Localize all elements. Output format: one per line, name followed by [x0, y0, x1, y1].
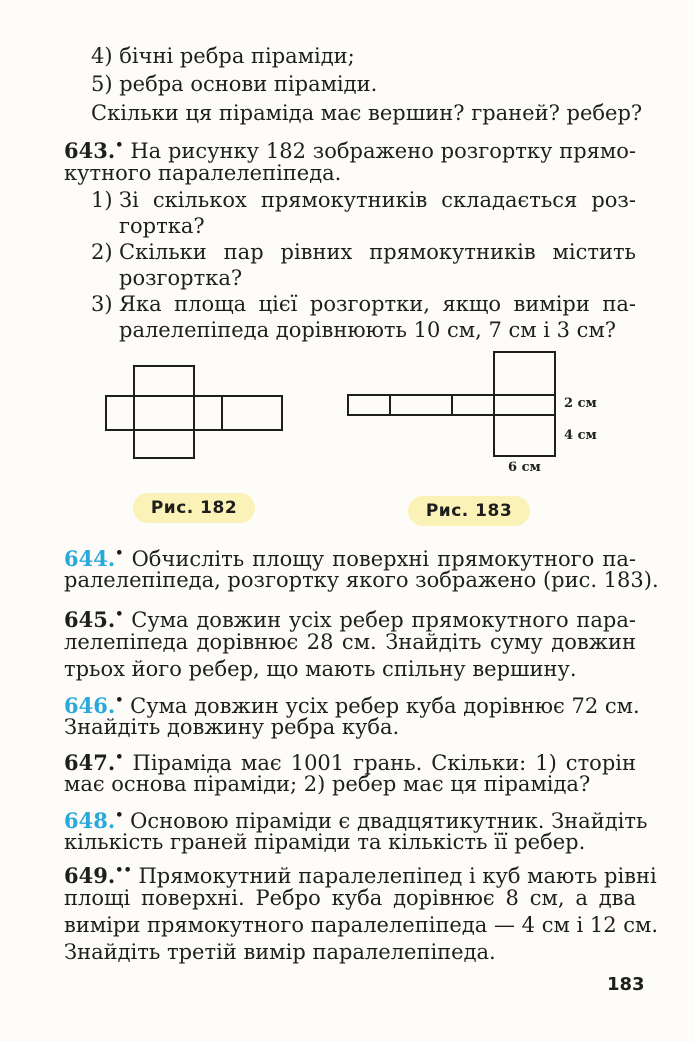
net-face — [222, 396, 282, 430]
exercise-649-line3: виміри прямокутного паралелепіпеда — 4 см і 12 см. — [64, 913, 659, 937]
exercise-number: 647. — [64, 750, 116, 775]
exercise-number: 645. — [64, 607, 116, 632]
net-face — [494, 352, 555, 395]
exercise-648-line1: 648.• Основою піраміди є двадцятикутник. Знайдіть — [64, 808, 648, 833]
difficulty-mark: • — [115, 138, 124, 153]
exercise-649-line1: 649.•• Прямокутний паралелепіпед і куб мають рівні — [64, 863, 657, 888]
net-face — [194, 396, 222, 430]
exercise-number: 646. — [64, 693, 116, 718]
figure-183-caption: Рис. 183 — [408, 496, 530, 526]
net-face — [134, 366, 194, 396]
dimension-label: 4 см — [564, 428, 597, 443]
question-number: 2) — [91, 240, 113, 264]
net-face — [134, 396, 194, 430]
list-item: 4) бічні ребра піраміди; — [91, 44, 355, 68]
exercise-number: 643. — [64, 138, 116, 163]
net-face — [494, 415, 555, 456]
net-face — [494, 395, 555, 415]
question-text: Зі скількох прямокутників складається роз- — [119, 188, 636, 212]
exercise-number: 649. — [64, 863, 116, 888]
difficulty-mark: •• — [115, 863, 132, 878]
net-face — [106, 396, 134, 430]
question-text: Скільки ця піраміда має вершин? граней? ребер? — [91, 101, 643, 125]
figure-182-caption: Рис. 182 — [133, 493, 255, 523]
exercise-645-line1: 645.• Сума довжин усіх ребер прямокутного пара- — [64, 607, 636, 632]
exercise-649-line4: Знайдіть третій вимір паралелепіпеда. — [64, 940, 496, 964]
question-number: 3) — [91, 292, 113, 316]
dimension-label: 6 см — [508, 460, 541, 475]
net-face — [348, 395, 390, 415]
difficulty-mark: • — [115, 546, 124, 561]
net-face — [134, 430, 194, 458]
exercise-643-line1: 643.• На рисунку 182 зображено розгортку прямо- — [64, 138, 636, 163]
net-face — [390, 395, 452, 415]
exercise-645-line3: трьох його ребер, що мають спільну вершину. — [64, 657, 577, 681]
exercise-644-line2: ралелепіпеда, розгортку якого зображено (рис. 183). — [64, 568, 659, 592]
exercise-number: 644. — [64, 546, 116, 571]
question-text: гортка? — [119, 214, 205, 238]
difficulty-mark: • — [115, 750, 124, 765]
exercise-647-line2: має основа піраміди; 2) ребер має ця піраміда? — [64, 772, 591, 796]
question-text: розгортка? — [119, 266, 243, 290]
difficulty-mark: • — [115, 808, 124, 823]
exercise-644-line1: 644.• Обчисліть площу поверхні прямокутного па- — [64, 546, 636, 571]
page-number: 183 — [607, 974, 645, 995]
question-text: Яка площа цієї розгортки, якщо виміри па- — [119, 292, 636, 316]
exercise-646-line1: 646.• Сума довжин усіх ребер куба дорівнює 72 см. — [64, 693, 640, 718]
exercise-643-line2: кутного паралелепіпеда. — [64, 161, 342, 185]
figure-182-net — [100, 362, 290, 462]
question-text: ралелепіпеда дорівнюють 10 см, 7 см і 3 см? — [119, 318, 617, 342]
exercise-647-line1: 647.• Піраміда має 1001 грань. Скільки: 1) сторін — [64, 750, 636, 775]
difficulty-mark: • — [115, 607, 124, 622]
exercise-number: 648. — [64, 808, 116, 833]
figure-183-net — [345, 349, 560, 459]
question-number: 1) — [91, 188, 113, 212]
dimension-label: 2 см — [564, 396, 597, 411]
list-item: 5) ребра основи піраміди. — [91, 72, 378, 96]
exercise-648-line2: кількість граней піраміди та кількість її ребер. — [64, 830, 586, 854]
difficulty-mark: • — [115, 693, 124, 708]
exercise-645-line2: лелепіпеда дорівнює 28 см. Знайдіть суму довжин — [64, 630, 636, 654]
exercise-649-line2: площі поверхні. Ребро куба дорівнює 8 см, а два — [64, 886, 636, 910]
exercise-646-line2: Знайдіть довжину ребра куба. — [64, 715, 400, 739]
question-text: Скільки пар рівних прямокутників містить — [119, 240, 636, 264]
net-face — [452, 395, 494, 415]
